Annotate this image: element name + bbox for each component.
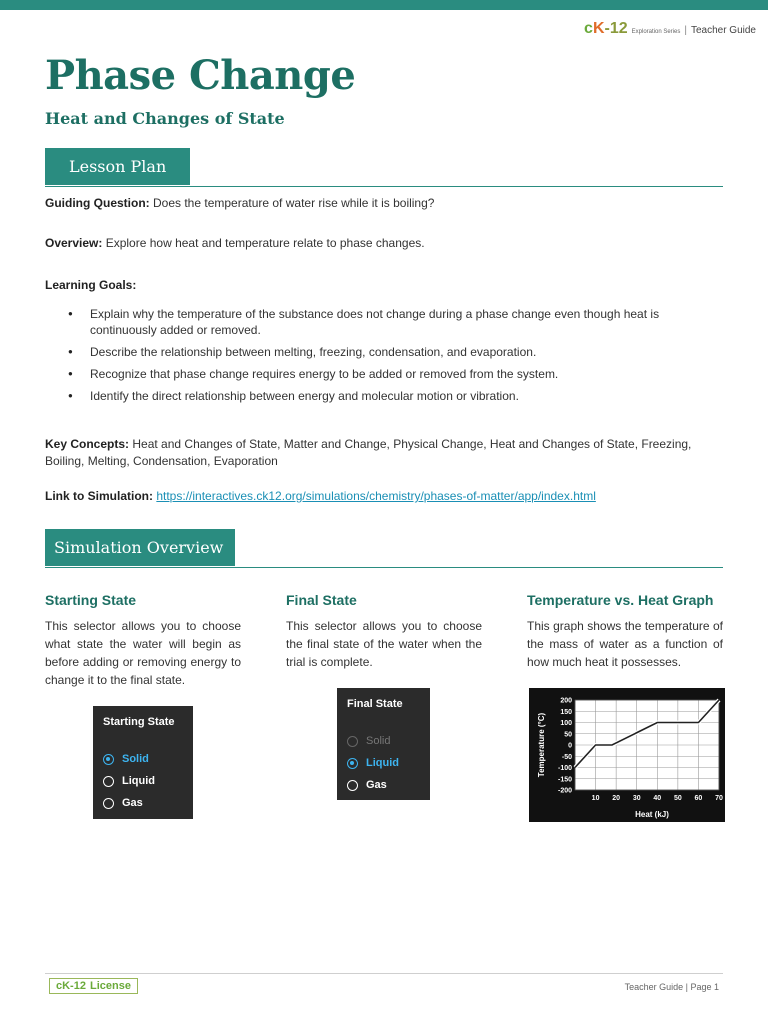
ck12-logo: cK-12: [584, 20, 628, 37]
x-axis-label: Heat (kJ): [635, 810, 669, 819]
radio-selected-icon: [347, 758, 358, 769]
overview: [45, 235, 723, 252]
starting-state-title: Starting State: [45, 592, 137, 608]
y-tick-label: -200: [557, 787, 572, 795]
starting-state-panel-title: Starting State: [103, 716, 175, 728]
y-tick-label: 100: [560, 720, 572, 727]
learning-goals-list: [45, 306, 705, 410]
simulation-overview-tab: Simulation Overview: [45, 529, 235, 566]
x-tick-label: 60: [694, 795, 703, 802]
overview-text: Explore how heat and temperature relate to phase changes.: [102, 236, 425, 250]
list-item: ● Recognize that phase change requires energy to be added or removed from the system.: [45, 366, 705, 382]
final-gas-option[interactable]: Gas: [347, 779, 387, 791]
lesson-plan-tab: Lesson Plan: [45, 148, 190, 185]
temperature-heat-chart-svg: [529, 688, 725, 822]
header-separator: |: [684, 25, 687, 36]
radio-icon: [103, 776, 114, 787]
teacher-guide-label: Teacher Guide: [690, 25, 756, 36]
starting-liquid-option[interactable]: Liquid: [103, 775, 155, 787]
lesson-plan-header: [45, 148, 723, 187]
final-state-title: Final State: [286, 592, 357, 608]
radio-icon: [347, 780, 358, 791]
key-concepts-label: Key Concepts:: [45, 437, 130, 451]
simulation-link[interactable]: https://interactives.ck12.org/simulations/chemistry/phases-of-matter/app/index.html: [156, 489, 596, 503]
final-state-panel: [337, 688, 430, 800]
x-tick-label: 70: [715, 795, 723, 802]
final-liquid-option[interactable]: Liquid: [347, 757, 399, 769]
radio-selected-icon: [103, 754, 114, 765]
list-item: ● Identify the direct relationship between energy and molecular motion or vibration.: [45, 388, 705, 404]
page-number: Teacher Guide | Page 1: [624, 982, 719, 992]
x-tick-label: 10: [591, 795, 600, 802]
y-tick-label: -150: [557, 776, 572, 784]
final-state-panel-title: Final State: [347, 698, 403, 710]
footer-divider: [45, 973, 723, 974]
top-accent-bar: [0, 0, 768, 10]
license-text: License: [89, 980, 131, 992]
starting-solid-option[interactable]: Solid: [103, 753, 149, 765]
key-concepts: [45, 436, 723, 470]
list-item: ● Explain why the temperature of the substance does not change during a phase change even though heat is continuously added or removed.: [45, 306, 705, 338]
y-tick-label: 150: [560, 708, 572, 716]
brand-header: [584, 20, 756, 38]
starting-state-panel: [93, 706, 193, 819]
starting-state-description: This selector allows you to choose what state the water will begin as before adding or removing energy to change it to the final state.: [45, 619, 241, 687]
x-tick-label: 50: [673, 795, 682, 802]
learning-goals-heading: Learning Goals:: [45, 278, 137, 292]
x-tick-label: 20: [612, 795, 621, 802]
guiding-question-text: Does the temperature of water rise while it is boiling?: [149, 196, 435, 210]
simulation-overview-header: [45, 529, 723, 568]
final-solid-option: Solid: [347, 735, 390, 747]
y-tick-label: -100: [557, 765, 572, 772]
overview-label: Overview:: [45, 236, 103, 250]
temperature-heat-graph: [529, 688, 725, 822]
simulation-link-label: Link to Simulation:: [45, 489, 153, 503]
y-tick-label: 0: [568, 742, 572, 750]
license-badge[interactable]: [49, 978, 138, 994]
license-logo: cK-12: [56, 980, 86, 992]
final-state-description: This selector allows you to choose the final state of the water when the trial is complete.: [286, 619, 482, 669]
radio-disabled-icon: [347, 736, 358, 747]
y-tick-label: 50: [564, 731, 572, 739]
simulation-link-line: [45, 488, 723, 505]
key-concepts-text: Heat and Changes of State, Matter and Change, Physical Change, Heat and Changes of State, Freezing, Boiling, Melting, Condensation, Evaporation: [45, 437, 692, 468]
series-label: Exploration Series: [631, 29, 681, 35]
guiding-question-label: Guiding Question:: [45, 196, 150, 210]
temperature-heat-graph-title: Temperature vs. Heat Graph: [527, 592, 714, 608]
x-tick-label: 40: [653, 795, 662, 802]
guiding-question: [45, 195, 723, 212]
y-tick-label: -50: [561, 753, 572, 761]
starting-gas-option[interactable]: Gas: [103, 797, 143, 809]
graph-description: This graph shows the temperature of the mass of water as a function of how much heat it possesses.: [527, 619, 723, 669]
y-axis-label: Temperature (°C): [537, 712, 546, 778]
y-tick-label: 200: [560, 697, 572, 705]
x-tick-label: 30: [632, 795, 641, 802]
page-title: Phase Change: [45, 52, 356, 99]
page-subtitle: Heat and Changes of State: [45, 109, 285, 128]
list-item: ● Describe the relationship between melting, freezing, condensation, and evaporation.: [45, 344, 705, 360]
radio-icon: [103, 798, 114, 809]
